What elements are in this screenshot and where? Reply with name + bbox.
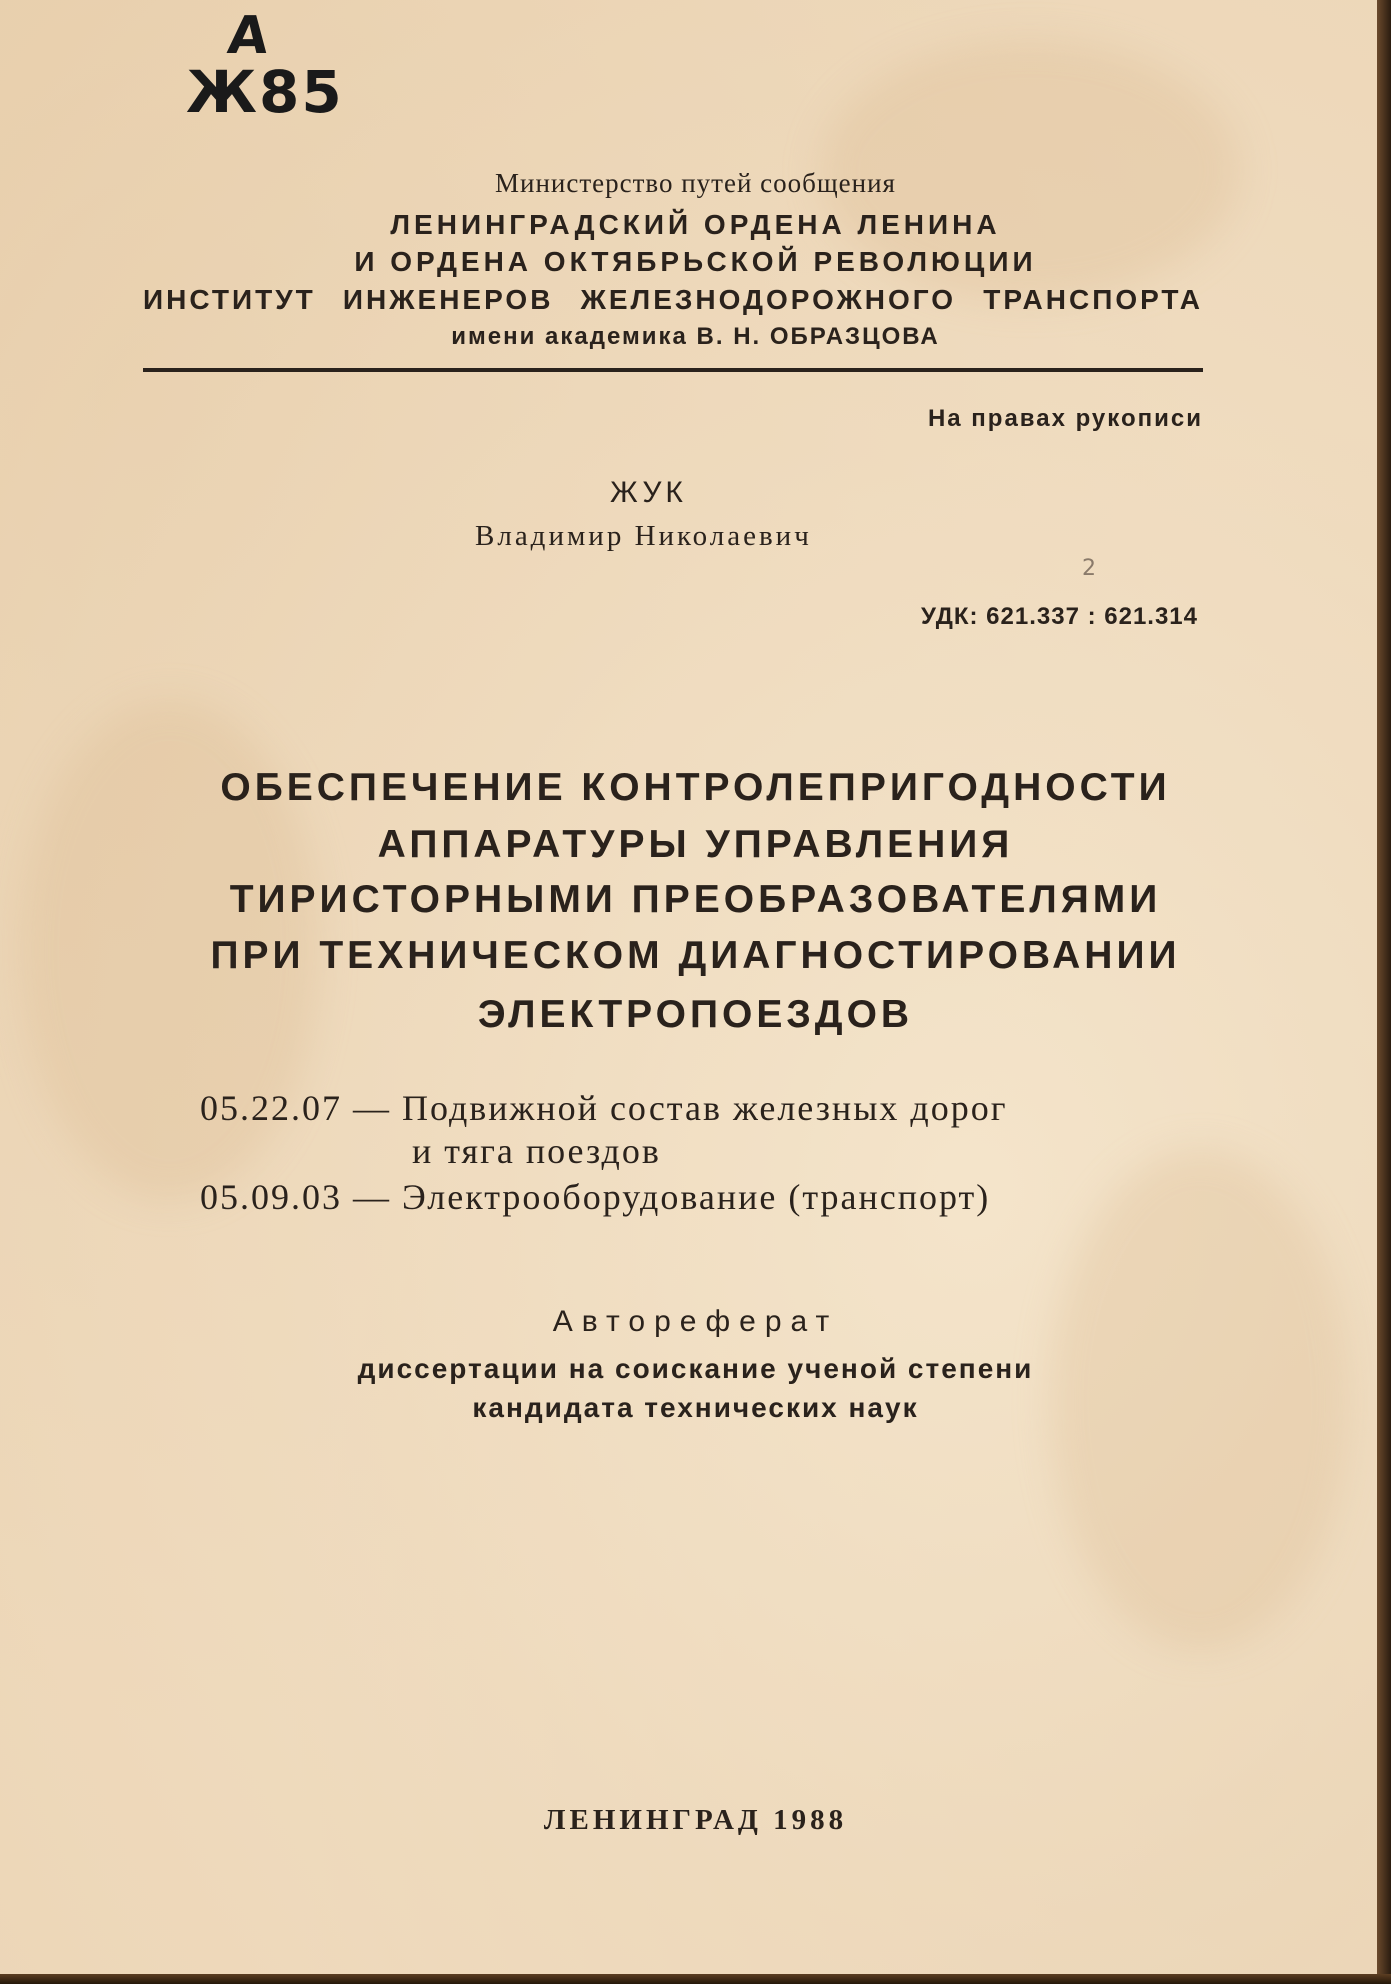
scan-edge-bottom [0, 1974, 1391, 1984]
abstract-line-2: кандидата технических наук [472, 1392, 919, 1423]
institute-name-line-1: ЛЕНИНГРАДСКИЙ ОРДЕНА ЛЕНИНА [390, 209, 1001, 240]
abstract-line-1: диссертации на соискание ученой степени [357, 1353, 1034, 1384]
abstract-heading: Автореферат [552, 1305, 839, 1338]
header-divider [143, 368, 1203, 372]
author-given-names: Владимир Николаевич [475, 520, 812, 552]
institute-name-line-3: ИНСТИТУТ ИНЖЕНЕРОВ ЖЕЛЕЗНОДОРОЖНОГО ТРАНСПОРТА [143, 284, 1203, 315]
institute-name-line-4: имени академика В. Н. ОБРАЗЦОВА [451, 323, 940, 350]
title-line-5: ЭЛЕКТРОПОЕЗДОВ [477, 993, 914, 1036]
specialty-line-2: и тяга поездов [412, 1131, 661, 1171]
title-line-4: ПРИ ТЕХНИЧЕСКОМ ДИАГНОСТИРОВАНИИ [210, 934, 1181, 977]
specialty-line-3: 05.09.03 — Электрооборудование (транспорт) [200, 1177, 991, 1217]
author-surname: ЖУК [610, 476, 687, 509]
handwritten-letter: А [224, 6, 272, 66]
title-line-3: ТИРИСТОРНЫМИ ПРЕОБРАЗОВАТЕЛЯМИ [229, 878, 1162, 921]
imprint-city-year: ЛЕНИНГРАД 1988 [543, 1804, 848, 1836]
pencil-mark: 2 [1082, 556, 1096, 581]
handwritten-shelf-code: Ж85 [186, 58, 344, 126]
ministry-name: Министерство путей сообщения [495, 168, 896, 198]
title-line-2: АППАРАТУРЫ УПРАВЛЕНИЯ [377, 823, 1014, 866]
scan-edge-right [1377, 0, 1391, 1984]
title-line-1: ОБЕСПЕЧЕНИЕ КОНТРОЛЕПРИГОДНОСТИ [220, 766, 1171, 809]
manuscript-rights-note: На правах рукописи [927, 405, 1203, 432]
specialty-line-1: 05.22.07 — Подвижной состав железных дорог [200, 1088, 1008, 1128]
institute-name-line-2: И ОРДЕНА ОКТЯБРЬСКОЙ РЕВОЛЮЦИИ [354, 246, 1037, 277]
udk-code: УДК: 621.337 : 621.314 [921, 603, 1198, 630]
